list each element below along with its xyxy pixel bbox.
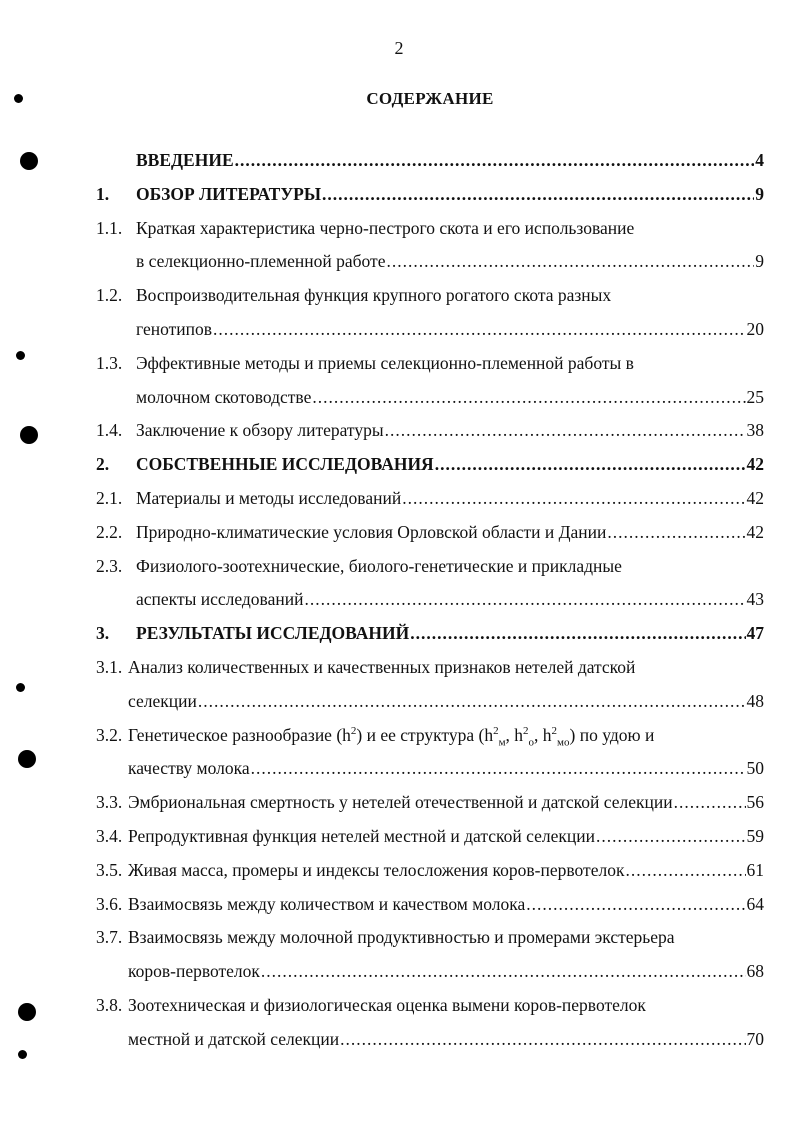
toc-entry [96,522,764,556]
dot-leader [198,691,746,712]
dot-leader [312,387,745,408]
toc-entry-continuation [96,387,764,421]
toc-entry-number: 1.2. [96,285,123,306]
toc-entry-title: Репродуктивная функция нетелей местной и датской селекции [128,825,595,846]
binder-hole-mark [18,1003,36,1021]
toc-entry-title: ВВЕДЕНИЕ [136,150,234,170]
toc-entry [96,218,764,252]
dot-leader [340,1029,745,1050]
toc-entry [96,285,764,319]
dot-leader [235,150,755,171]
toc-entry-number: 3. [96,623,110,644]
toc-entry-continuation [96,961,764,995]
dot-leader [435,454,746,475]
toc-entry-number: 3.8. [96,994,123,1015]
toc-entry [96,420,764,454]
toc-entry-title: Взаимосвязь между количеством и качеством молока [128,893,526,914]
toc-entry-number: 3.2. [96,724,123,745]
toc-entry [96,725,764,759]
formula-part: 2 [350,724,357,737]
toc-entry-number: 2. [96,454,110,475]
toc-entry-page: 25 [746,386,764,407]
toc-entry-title [128,724,655,749]
toc-entry-number: 1.4. [96,420,123,441]
toc-entry-number: 2.2. [96,521,123,542]
formula-part: мо [557,736,570,749]
toc-entry-title: Взаимосвязь между молочной продуктивностью и промерами экстерьера [128,927,675,948]
toc-entry-title-continued: генотипов [136,318,212,339]
formula-part: м [498,736,506,749]
toc-entry [96,927,764,961]
dot-leader [385,420,746,441]
toc-entry [96,657,764,691]
toc-entry-page: 61 [746,859,764,880]
toc-entry-number: 3.6. [96,893,123,914]
dot-leader [261,961,746,982]
dot-leader [674,792,746,813]
toc-entry-page: 56 [746,792,764,813]
toc-entry-title-continued: аспекты исследований [136,589,304,610]
toc-entry-title-continued: селекции [128,690,197,711]
page-number: 2 [394,38,404,58]
toc-entry-number: 1.1. [96,217,123,238]
toc-entry [96,556,764,590]
binder-hole-mark [16,351,25,360]
toc-entry [96,184,764,218]
formula-part: 2 [551,724,558,737]
toc-entry-title-continued: молочном скотоводстве [136,386,312,407]
toc-entry-title: Физиолого-зоотехнические, биолого-генетические и прикладные [136,555,622,576]
toc-entry-continuation [96,691,764,725]
toc-entry-continuation [96,1029,764,1063]
toc-entry-number: 3.1. [96,656,123,677]
toc-entry-number: 1.3. [96,352,123,373]
toc-entry-page: 59 [746,825,764,846]
toc-entry [96,995,764,1029]
page-title: СОДЕРЖАНИЕ [366,89,494,108]
toc-entry-title-continued: качеству молока [128,758,250,779]
toc-entry-page: 42 [746,521,764,542]
dot-leader [402,488,745,509]
dot-leader [213,319,746,340]
toc-entry [96,623,764,657]
toc-entry [96,488,764,522]
toc-entry-title: ОБЗОР ЛИТЕРАТУРЫ [136,183,322,204]
toc-entry [96,894,764,928]
toc-entry [96,792,764,826]
toc-entry-title: Живая масса, промеры и индексы телосложения коров-первотелок [128,859,625,880]
toc-entry-page: 42 [746,487,764,508]
toc-entry [96,150,764,184]
toc-entry-number: 1. [96,183,110,204]
toc-entry-title: РЕЗУЛЬТАТЫ ИССЛЕДОВАНИЙ [136,623,410,644]
toc-entry-title: Анализ количественных и качественных признаков нетелей датской [128,656,636,677]
toc-entry-number: 2.1. [96,487,123,508]
toc-entry-title: Материалы и методы исследований [136,487,402,508]
toc-entry [96,454,764,488]
toc-entry-page: 68 [746,961,764,982]
toc-entry [96,353,764,387]
dot-leader [410,623,745,644]
toc-entry-page: 9 [755,251,764,272]
toc-entry-title-continued: местной и датской селекции [128,1028,340,1049]
toc-entry-title: Краткая характеристика черно-пестрого скота и его использование [136,217,635,238]
formula-part: Генетическое разнообразие (h [128,724,351,745]
dot-leader [526,894,745,915]
toc-entry-page: 50 [746,758,764,779]
dot-leader [322,184,754,205]
formula-part: ) и ее структура (h [356,724,494,745]
dot-leader [251,758,746,779]
formula-part: , h [534,724,552,745]
toc-entry-title-continued: в селекционно-племенной работе [136,251,386,272]
toc-entry-title: Зоотехническая и физиологическая оценка вымени коров-первотелок [128,994,646,1015]
binder-hole-mark [20,152,38,170]
toc-entry-number: 3.7. [96,927,123,948]
dot-leader [304,589,745,610]
toc-entry-page: 47 [746,623,764,644]
toc-entry-page: 64 [746,893,764,914]
binder-hole-mark [14,94,23,103]
toc-entry-number: 3.4. [96,825,123,846]
toc-entry [96,860,764,894]
toc-entry-page: 9 [755,183,764,204]
binder-hole-mark [18,1050,27,1059]
formula-part: 2 [493,724,499,737]
toc-entry-number: 3.3. [96,792,123,813]
toc-entry-page: 20 [746,318,764,339]
binder-hole-mark [18,750,36,768]
toc-entry-title: Природно-климатические условия Орловской области и Дании [136,521,607,542]
formula-part: , h [505,724,524,745]
toc-entry-page: 48 [746,690,764,711]
formula-part: о [528,736,535,749]
dot-leader [386,251,754,272]
dot-leader [607,522,745,543]
dot-leader [596,826,746,847]
toc-entry-title: Воспроизводительная функция крупного рогатого скота разных [136,285,612,306]
toc-entry-number: 2.3. [96,555,123,576]
formula-part: 2 [523,724,529,737]
toc-entry-title-continued: коров-первотелок [128,961,260,982]
toc-entry-page: 43 [746,589,764,610]
dot-leader [625,860,745,881]
toc-entry-continuation [96,251,764,285]
toc-entry-title: Заключение к обзору литературы [136,420,384,441]
formula-part: ) по удою и [569,724,655,745]
toc-entry-title: Эмбриональная смертность у нетелей отечественной и датской селекции [128,792,673,813]
toc-entry-page: 70 [746,1028,764,1049]
toc-entry [96,826,764,860]
toc-entry-page: 4 [755,150,764,170]
toc-entry-title: СОБСТВЕННЫЕ ИССЛЕДОВАНИЯ [136,454,434,475]
toc-entry-page: 38 [746,420,764,441]
toc-entry-continuation [96,589,764,623]
toc-entry-continuation [96,758,764,792]
toc-entry-number: 3.5. [96,859,123,880]
toc-entry-page: 42 [746,454,764,475]
toc-entry-continuation [96,319,764,353]
toc-entry-title: Эффективные методы и приемы селекционно-племенной работы в [136,352,634,373]
binder-hole-mark [20,426,38,444]
table-of-contents [96,150,764,1063]
binder-hole-mark [16,683,25,692]
